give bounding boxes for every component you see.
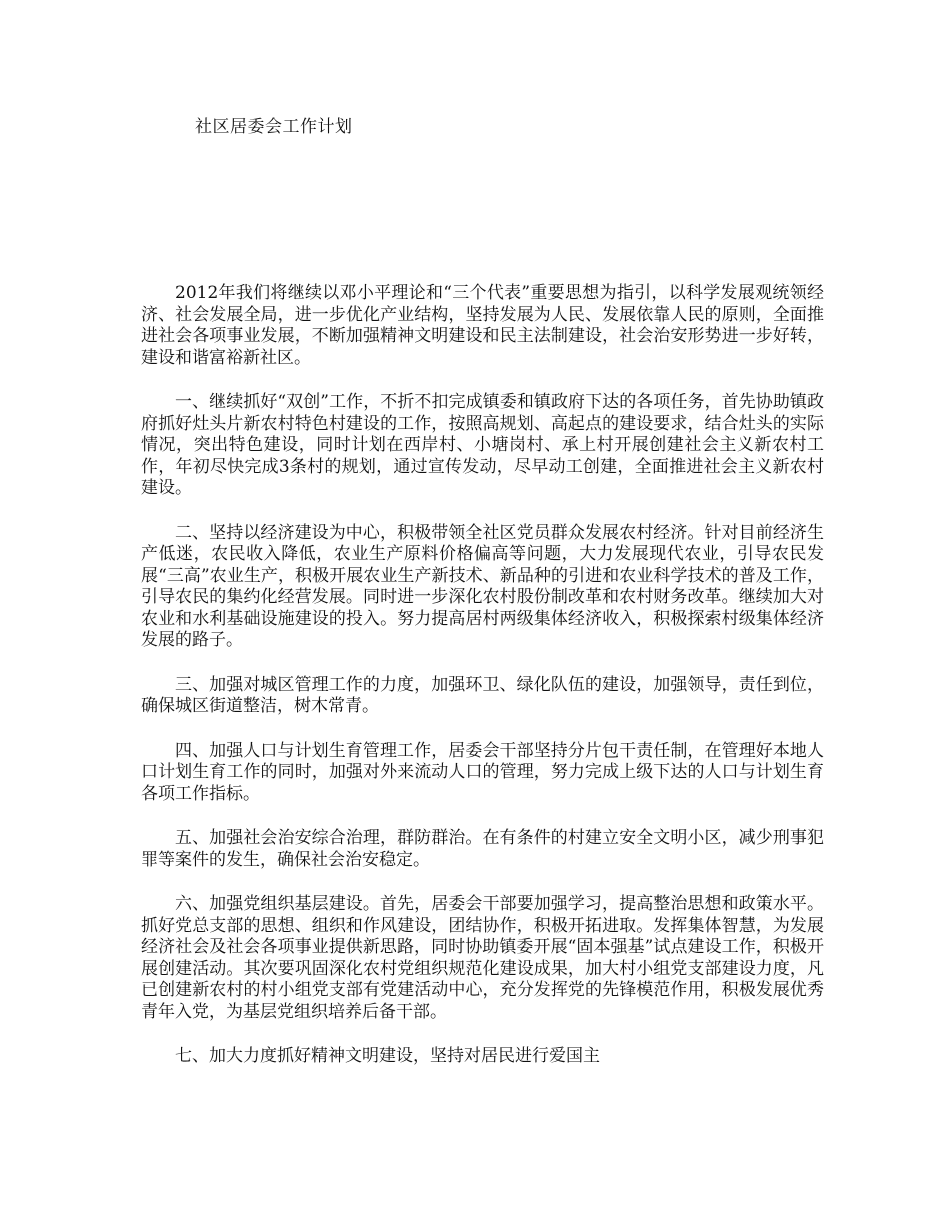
- document-body: [141, 283, 824, 1068]
- paragraph-3: 三、加强对城区管理工作的力度，加强环卫、绿化队伍的建设，加强领导，责任到位，确保城区街道整洁，树木常青。: [141, 674, 824, 716]
- paragraph-4: 四、加强人口与计划生育管理工作，居委会干部坚持分片包干责任制，在管理好本地人口计划生育工作的同时，加强对外来流动人口的管理，努力完成上级下达的人口与计划生育各项工作指标。: [141, 740, 824, 804]
- document-title: 社区居委会工作计划: [195, 117, 353, 137]
- paragraph-6: 六、加强党组织基层建设。首先，居委会干部要加强学习，提高整治思想和政策水平。抓好党总支部的思想、组织和作风建设，团结协作，积极开拓进取。发挥集体智慧，为发展经济社会及社会各项事业提供新思路，同时协助镇委开展“固本强基”试点建设工作，积极开展创建活动。其次要巩固深化农村党组织规范化建设成果，加大村小组党支部建设力度，凡已创建新农村的村小组党支部有党建活动中心，充分发挥党的先锋模范作用，积极发展优秀青年入党，为基层党组织培养后备干部。: [141, 894, 824, 1022]
- paragraph-7: 七、加大力度抓好精神文明建设，坚持对居民进行爱国主: [175, 1046, 600, 1066]
- paragraph-5: 五、加强社会治安综合治理，群防群治。在有条件的村建立安全文明小区，减少刑事犯罪等案件的发生，确保社会治安稳定。: [141, 828, 824, 870]
- paragraph-1: 一、继续抓好“双创”工作，不折不扣完成镇委和镇政府下达的各项任务，首先协助镇政府抓好灶头片新农村特色村建设的工作，按照高规划、高起点的建设要求，结合灶头的实际情况，突出特色建设，同时计划在西岸村、小塘岗村、承上村开展创建社会主义新农村工作，年初尽快完成3条村的规划，通过宣传发动，尽早动工创建，全面推进社会主义新农村建设。: [141, 392, 824, 498]
- paragraph-intro: 2012年我们将继续以邓小平理论和“三个代表”重要思想为指引，以科学发展观统领经济、社会发展全局，进一步优化产业结构，坚持发展为人民、发展依靠人民的原则，全面推进社会各项事业发展，不断加强精神文明建设和民主法制建设，社会治安形势进一步好转，建设和谐富裕新社区。: [141, 283, 824, 368]
- paragraph-2: 二、坚持以经济建设为中心，积极带领全社区党员群众发展农村经济。针对目前经济生产低迷，农民收入降低，农业生产原料价格偏高等问题，大力发展现代农业，引导农民发展“三高”农业生产，积极开展农业生产新技术、新品种的引进和农业科学技术的普及工作，引导农民的集约化经营发展。同时进一步深化农村股份制改革和农村财务改革。继续加大对农业和水利基础设施建设的投入。努力提高居村两级集体经济收入，积极探索村级集体经济发展的路子。: [141, 522, 824, 650]
